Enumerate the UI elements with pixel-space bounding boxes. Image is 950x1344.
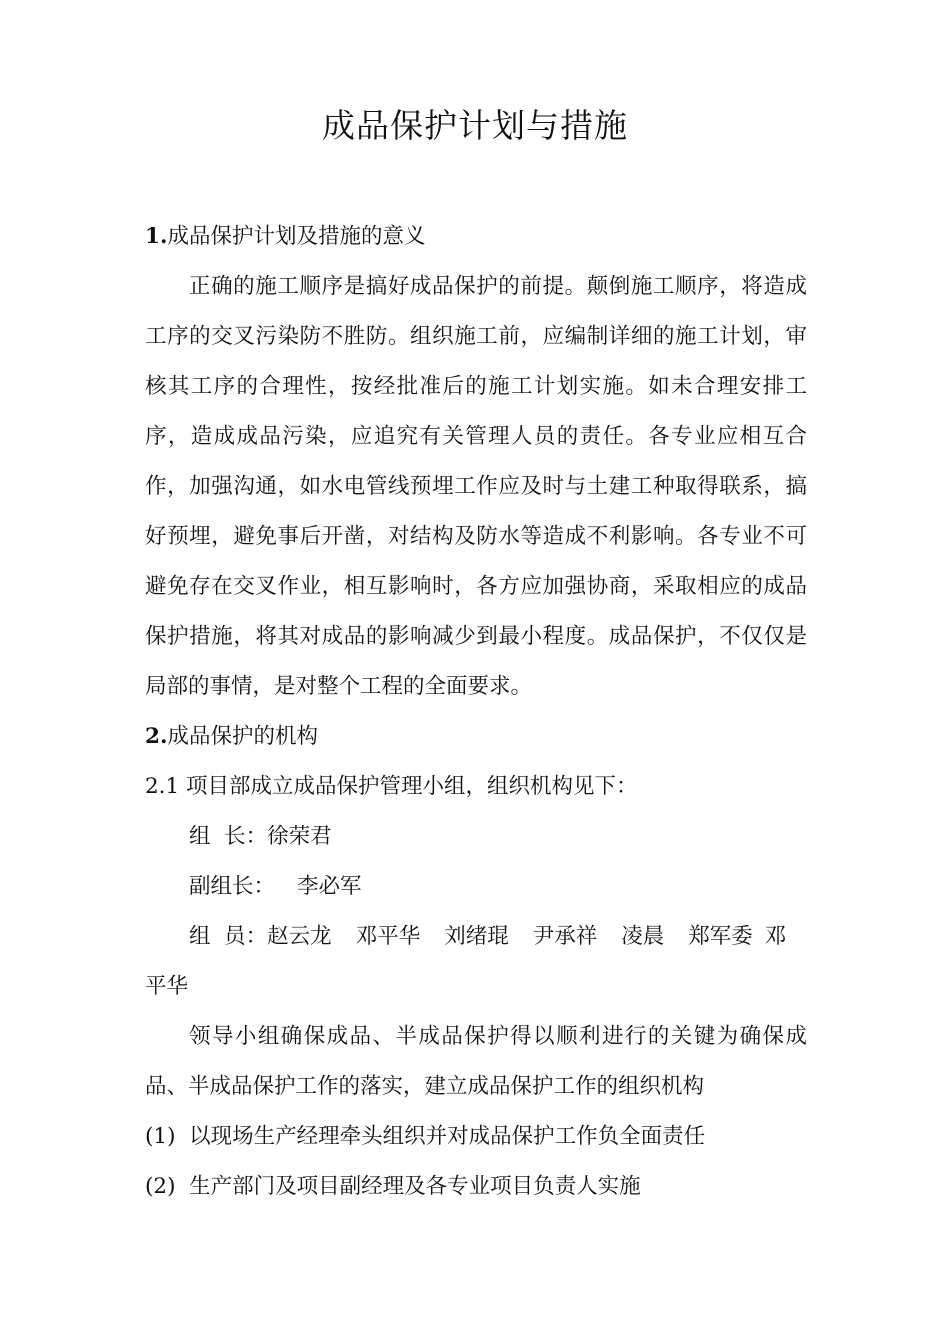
- document-title: 成品保护计划与措施: [322, 106, 628, 145]
- document-body: [145, 212, 807, 1212]
- section-2-heading: [145, 712, 807, 762]
- section-1-number: 1.: [145, 224, 168, 249]
- list-item-1: (1) 以现场生产经理牵头组织并对成品保护工作负全面责任: [145, 1124, 706, 1149]
- section-1-heading-text: 成品保护计划及措施的意义: [167, 224, 426, 249]
- section-1-heading: [145, 212, 807, 262]
- member-name: 赵云龙: [267, 924, 332, 949]
- list-item-2: (2) 生产部门及项目副经理及各专业项目负责人实施: [145, 1174, 641, 1199]
- section-2-heading-text: 成品保护的机构: [167, 724, 318, 749]
- member-name: 刘绪琨: [444, 924, 509, 949]
- member-name: 郑军委: [688, 924, 753, 949]
- deputy-leader-label: 副组长：: [189, 874, 276, 899]
- deputy-leader-name: 李必军: [297, 874, 362, 899]
- group-members-line: [145, 912, 807, 1012]
- member-name: 凌晨: [621, 924, 665, 949]
- member-name: 尹承祥: [532, 924, 598, 949]
- group-members-label: 组 员：: [189, 924, 268, 949]
- member-name: 邓平华: [355, 924, 421, 949]
- group-leader-line: [145, 812, 807, 862]
- section-2-number: 2.: [145, 724, 168, 749]
- member-name: 邓平华: [145, 924, 787, 999]
- group-leader-label: 组 长：: [189, 824, 268, 849]
- section-2-paragraph: 领导小组确保成品、半成品保护得以顺利进行的关键为确保成品、半成品保护工作的落实，建立成品保护工作的组织机构: [145, 1024, 807, 1099]
- deputy-leader-line: [145, 862, 807, 912]
- section-1-paragraph: 正确的施工顺序是搞好成品保护的前提。颠倒施工顺序，将造成工序的交叉污染防不胜防。组织施工前，应编制详细的施工计划，审核其工序的合理性，按经批准后的施工计划实施。如未合理安排工序，造成成品污染，应追究有关管理人员的责任。各专业应相互合作，加强沟通，如水电管线预埋工作应及时与土建工种取得联系，搞好预埋，避免事后开凿，对结构及防水等造成不利影响。各专业不可避免存在交叉作业，相互影响时，各方应加强协商，采取相应的成品保护措施，将其对成品的影响减少到最小程度。成品保护，不仅仅是局部的事情，是对整个工程的全面要求。: [145, 274, 807, 699]
- subsection-2-1: 2.1 项目部成立成品保护管理小组，组织机构见下：: [145, 774, 638, 799]
- group-leader-name: 徐荣君: [267, 824, 332, 849]
